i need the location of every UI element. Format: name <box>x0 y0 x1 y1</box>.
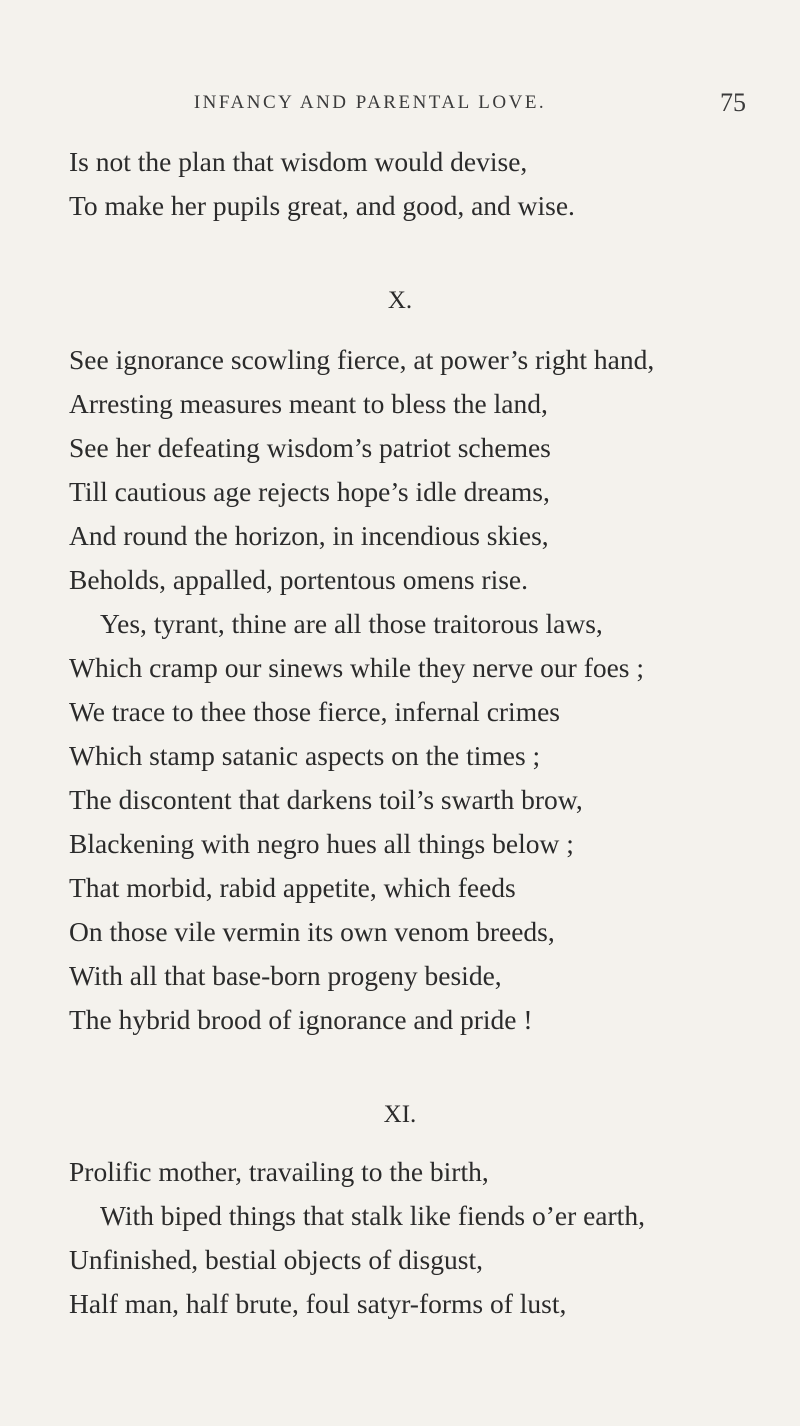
running-title: INFANCY AND PARENTAL LOVE. <box>193 92 547 113</box>
verse-line: See her defeating wisdom’s patriot schemes <box>69 432 551 463</box>
verse-line: Half man, half brute, foul satyr-forms of lust, <box>69 1288 567 1319</box>
verse-line: Unfinished, bestial objects of disgust, <box>69 1244 483 1275</box>
verse-line: Yes, tyrant, thine are all those traitorous laws, <box>100 608 603 639</box>
verse-line: Is not the plan that wisdom would devise, <box>69 146 528 177</box>
verse-line: Which cramp our sinews while they nerve our foes ; <box>69 652 645 683</box>
verse-line: With all that base-born progeny beside, <box>69 960 502 991</box>
verse-line: The discontent that darkens toil’s swarth brow, <box>69 784 583 815</box>
verse-line: We trace to thee those fierce, infernal crimes <box>69 696 560 727</box>
verse-line: Which stamp satanic aspects on the times ; <box>69 740 541 771</box>
section-heading-x: X. <box>387 287 413 314</box>
verse-line: Blackening with negro hues all things below ; <box>69 828 574 859</box>
verse-line: The hybrid brood of ignorance and pride ! <box>69 1004 533 1035</box>
verse-line: And round the horizon, in incendious skies, <box>69 520 549 551</box>
verse-line: Till cautious age rejects hope’s idle dreams, <box>69 476 550 507</box>
verse-line: Beholds, appalled, portentous omens rise. <box>69 564 529 595</box>
running-head <box>0 88 800 122</box>
section-heading-xi: XI. <box>383 1101 417 1128</box>
verse-line: On those vile vermin its own venom breeds, <box>69 916 555 947</box>
verse-line: Arresting measures meant to bless the land, <box>69 388 548 419</box>
verse-line: With biped things that stalk like fiends o’er earth, <box>100 1200 645 1231</box>
page-number: 75 <box>720 88 746 117</box>
verse-line: To make her pupils great, and good, and wise. <box>69 190 575 221</box>
verse-line: Prolific mother, travailing to the birth, <box>69 1156 489 1187</box>
verse-line: That morbid, rabid appetite, which feeds <box>69 872 516 903</box>
verse-line: See ignorance scowling fierce, at power’s right hand, <box>69 344 655 375</box>
